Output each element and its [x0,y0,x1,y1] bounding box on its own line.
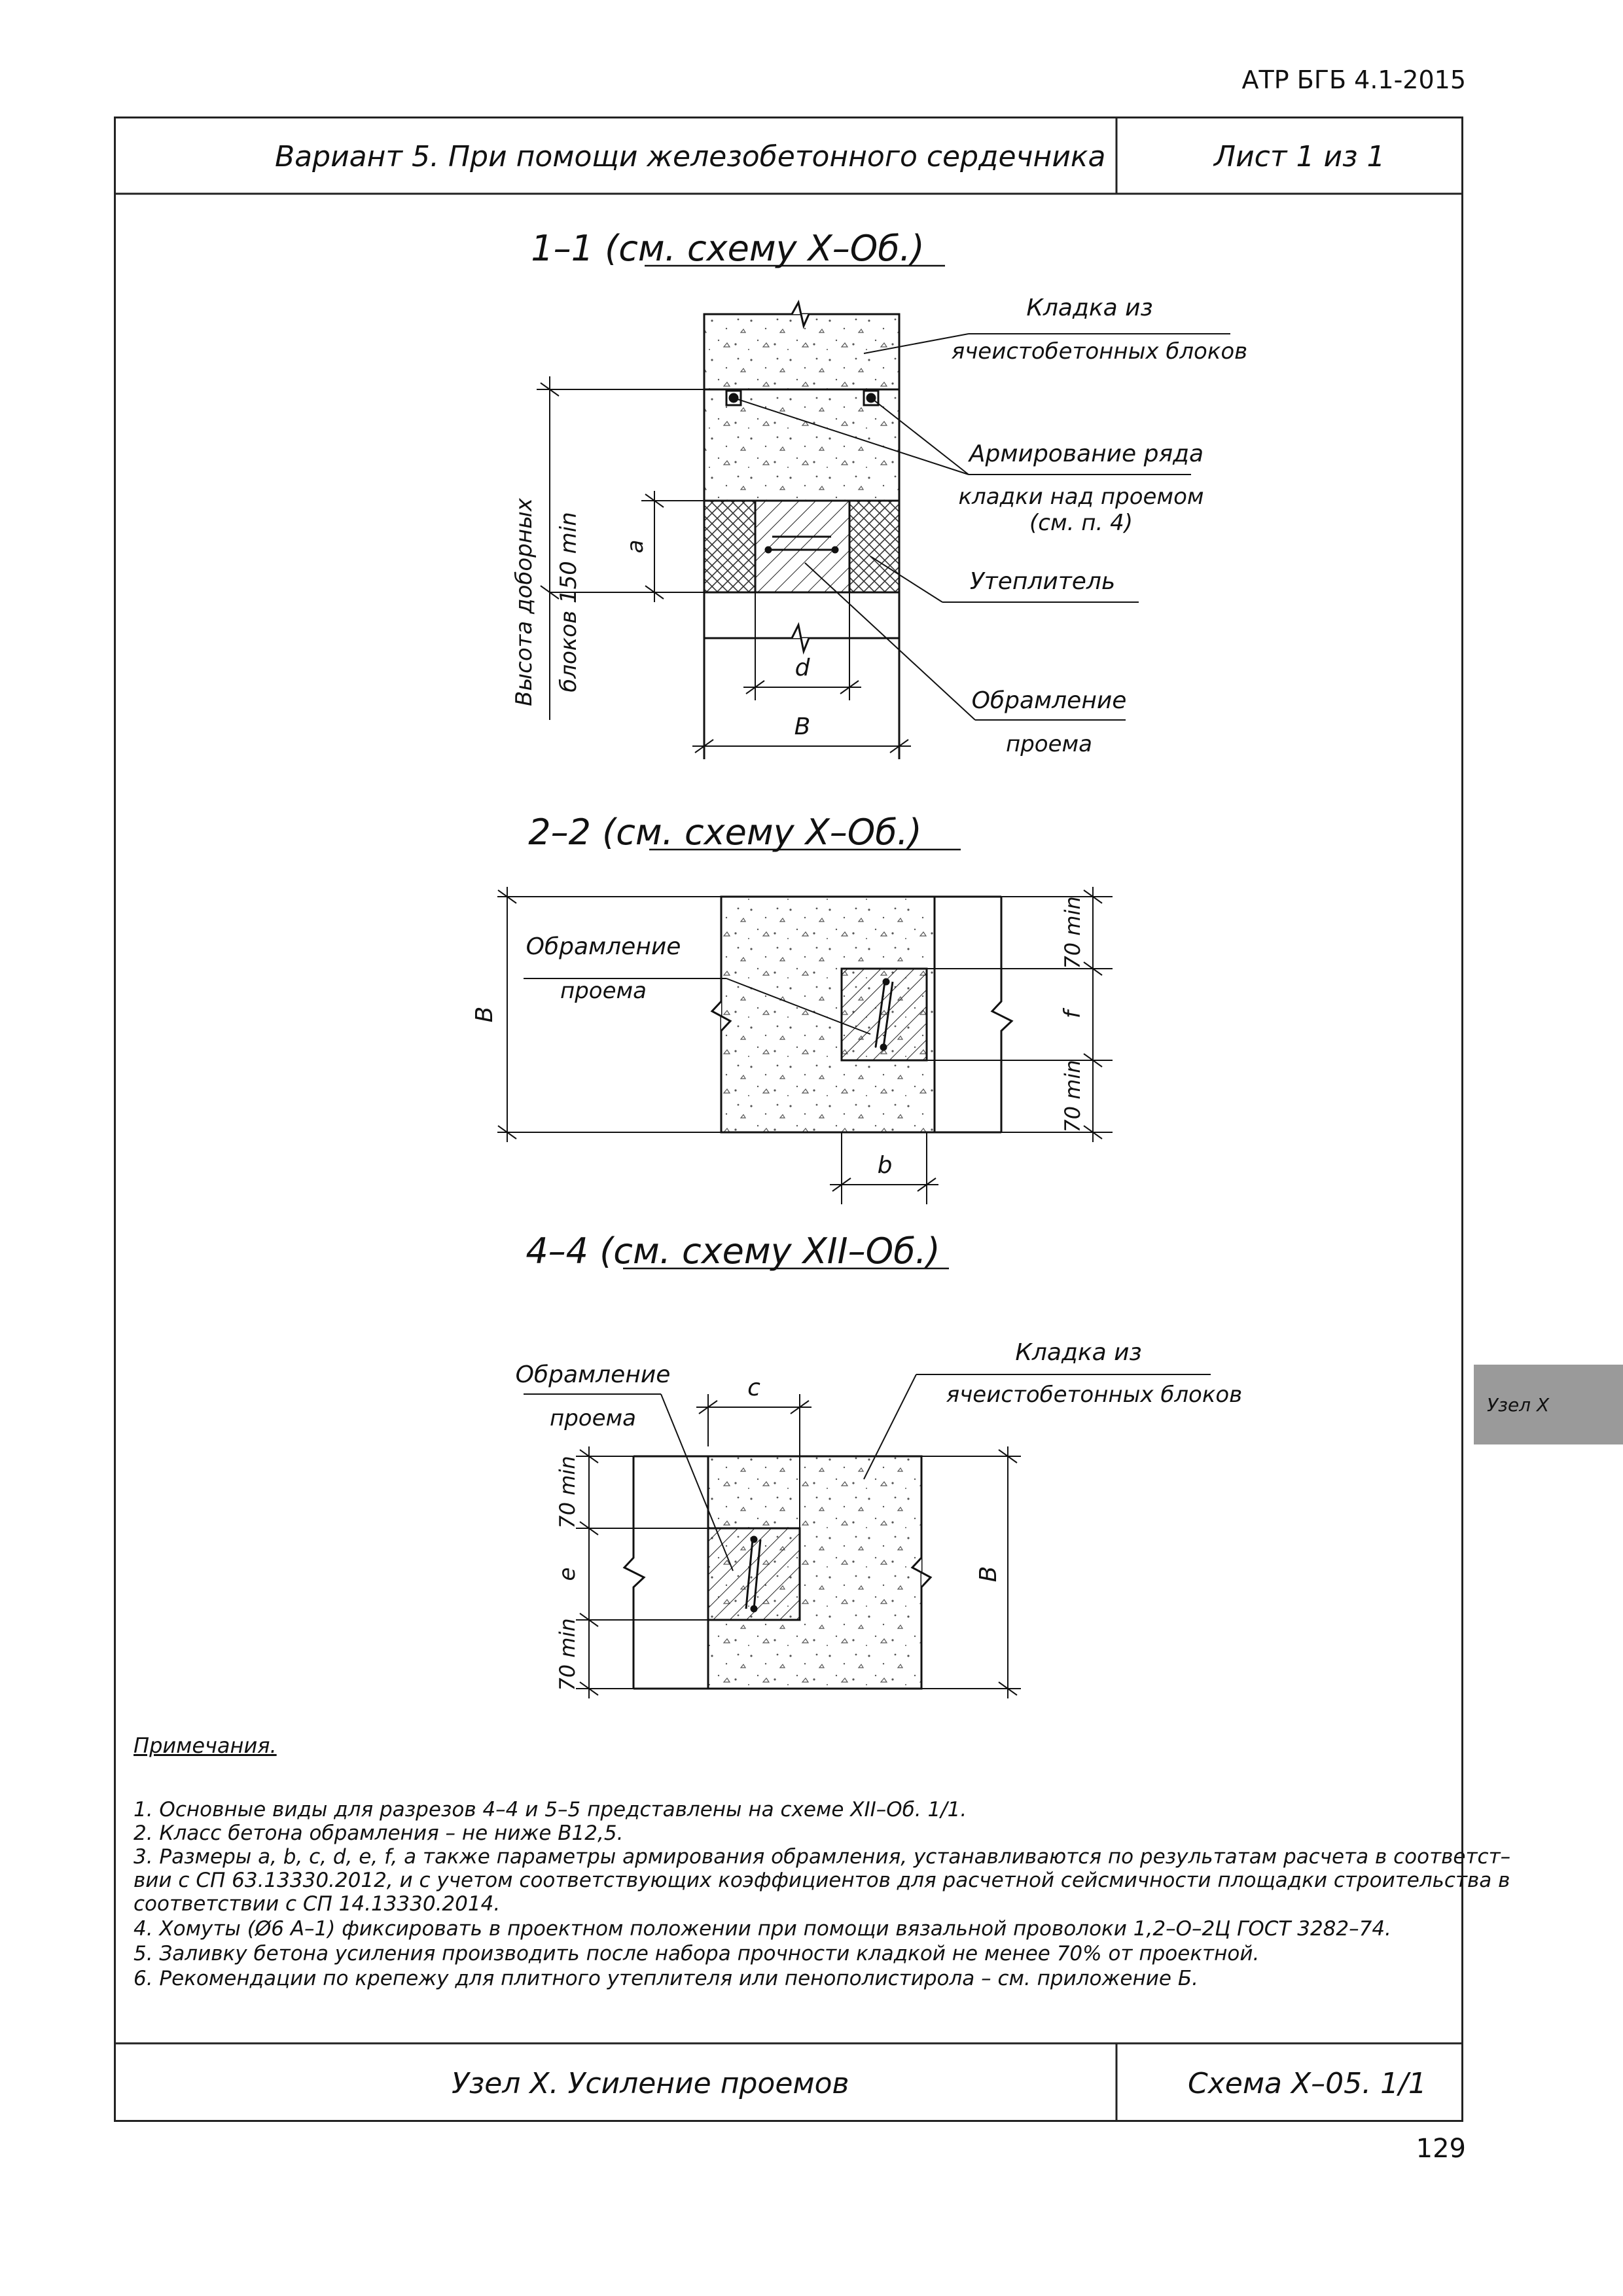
note-line: 3. Размеры a, b, c, d, e, f, а также параметры армирования обрамления, устанавливаются по результатам расчета в соответст– [134,1845,1511,1869]
section-1-title [531,228,945,269]
label-masonry-2: ячеистобетонных блоков [951,338,1248,365]
sheet-title: Вариант 5. При помощи железобетонного сердечника [275,140,1106,173]
note-line: соответствии с СП 14.13330.2014. [134,1892,501,1916]
label-masonry-1: Кладка из [1026,295,1153,321]
dim-B: B [975,1566,1002,1583]
note-line: 2. Класс бетона обрамления – не ниже В12,5. [134,1821,624,1845]
note-line: 4. Хомуты (Ø6 А–1) фиксировать в проектном положении при помощи вязальной проволоки 1,2–О–2Ц ГОСТ 3282–74. [134,1917,1391,1941]
label-frame-1: Обрамление [971,687,1127,714]
label-frame-2: проема [560,978,647,1004]
dim-d: d [794,655,810,681]
dim-f: f [1060,1011,1086,1018]
note-line: 5. Заливку бетона усиления производить после набора прочности кладкой не менее 70% от проектной. [134,1942,1260,1965]
document-code: АТР БГБ 4.1-2015 [1241,65,1466,94]
section-4-title [526,1230,949,1272]
label-insulation: Утеплитель [969,568,1116,595]
dim-height-1: Высота доборных [511,498,537,706]
dim-70-top: 70 min [1060,896,1085,969]
note-line: вии с СП 63.13330.2012, и с учетом соответствующих коэффициентов для расчетной сейсмичности площадки строительства в [134,1869,1510,1892]
page-number: 129 [1416,2134,1466,2164]
section-2-title [528,812,961,853]
label-frame-2: проема [549,1405,637,1431]
note-line: 6. Рекомендации по крепежу для плитного утеплителя или пенополистирола – см. приложение Б. [134,1967,1198,1990]
label-reinf-1: Армирование ряда [969,440,1204,467]
dim-B: B [794,713,811,740]
footer-title: Узел Х. Усиление проемов [452,2067,849,2100]
sheet-number: Лист 1 из 1 [1214,140,1385,173]
dim-B: B [471,1006,498,1023]
dim-height-2: блоков 150 min [556,512,582,692]
label-frame-1: Обрамление [526,933,681,960]
dim-a: a [622,539,649,554]
label-masonry-2: ячеистобетонных блоков [946,1382,1243,1408]
notes-title: Примечания. [134,1733,277,1758]
note-line: 1. Основные виды для разрезов 4–4 и 5–5 представлены на схеме XII–Об. 1/1. [134,1798,967,1821]
section-1-title-text: 1–1 (см. схему Х–Об.) [531,228,925,269]
dim-e: e [554,1567,580,1581]
label-frame-1: Обрамление [515,1361,671,1388]
footer-scheme: Схема Х–05. 1/1 [1188,2067,1427,2100]
label-frame-2: проема [1005,731,1093,757]
dim-c: c [747,1374,760,1401]
section-4-title-text: 4–4 (см. схему XII–Об.) [526,1230,940,1272]
label-masonry-1: Кладка из [1015,1339,1142,1366]
side-tab-label: Узел Х [1474,1365,1623,1444]
section-2-title-text: 2–2 (см. схему Х–Об.) [528,812,922,853]
label-reinf-3: (см. п. 4) [1029,510,1133,536]
dim-b: b [877,1152,893,1179]
dim-70-top: 70 min [555,1456,580,1529]
dim-70-bottom: 70 min [555,1618,580,1691]
label-reinf-2: кладки над проемом [958,484,1204,510]
dim-70-bottom: 70 min [1060,1060,1085,1133]
